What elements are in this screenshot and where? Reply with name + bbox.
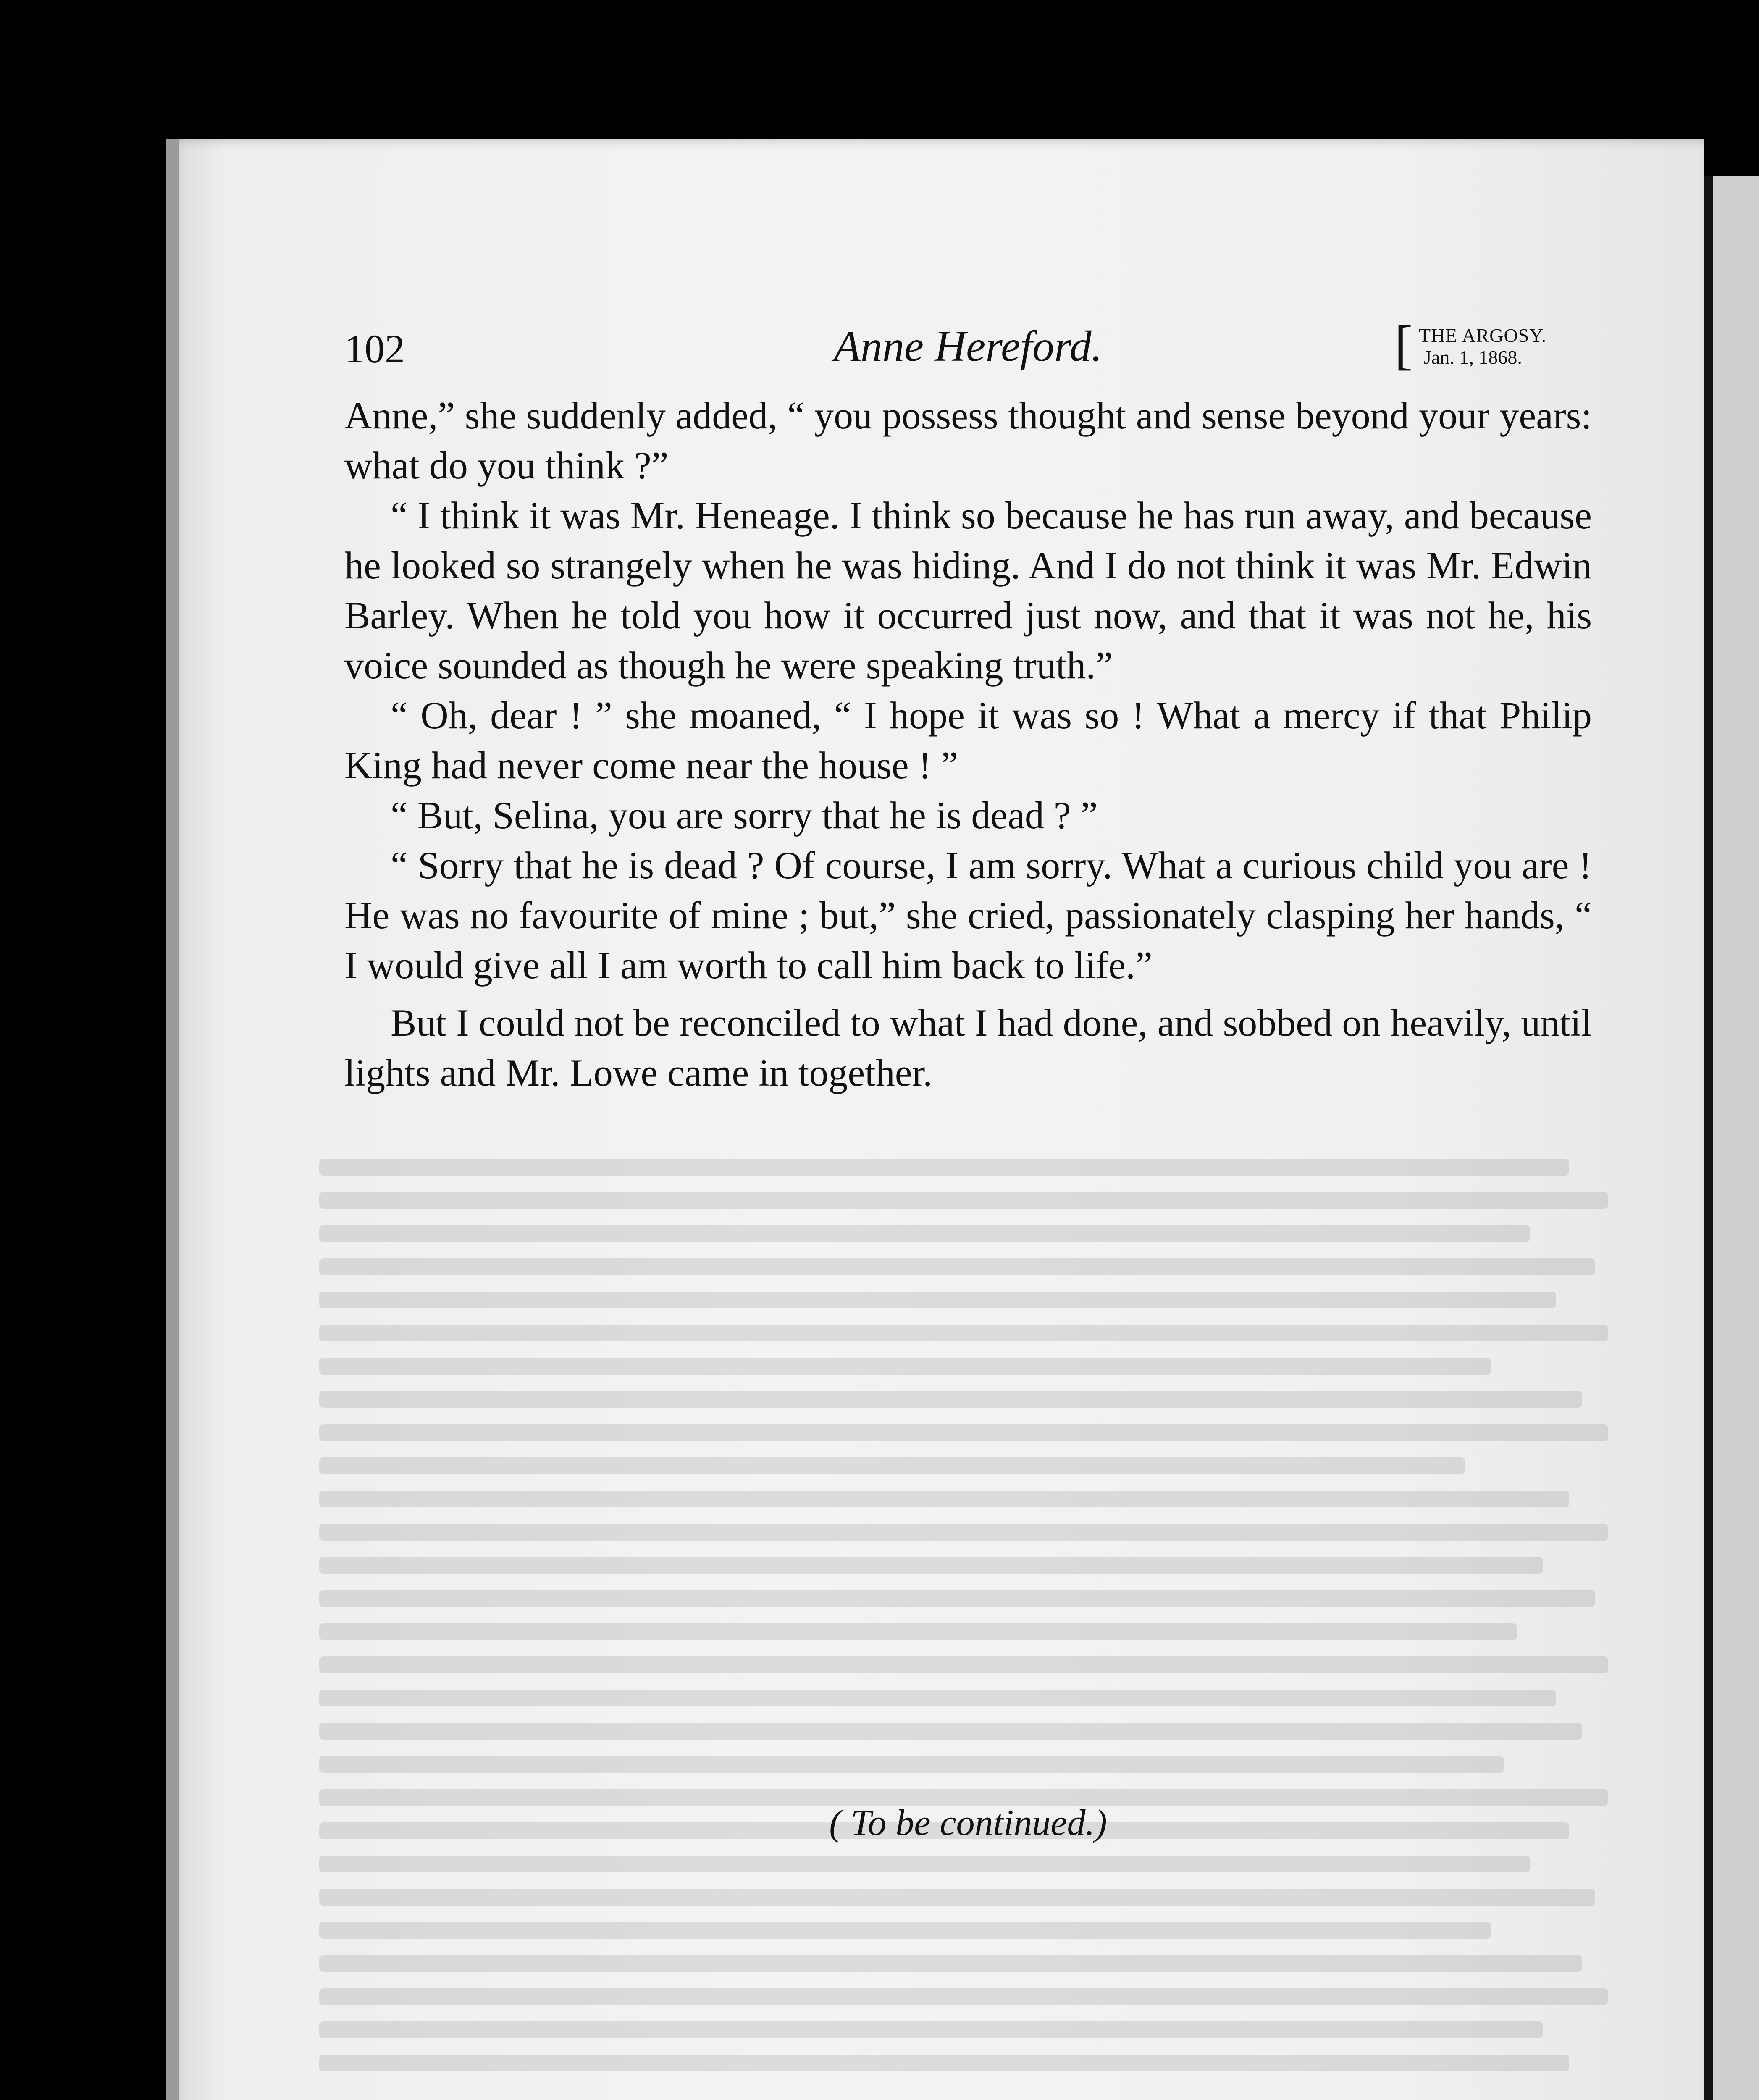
running-head (344, 317, 1592, 376)
body-text (344, 391, 1592, 1098)
continuation-note: ( To be continued.) (829, 1803, 1107, 1843)
paragraph: Anne,” she suddenly added, “ you possess thought and sense beyond your years: what do you think ?” (344, 394, 1592, 487)
page-gutter (166, 139, 179, 2100)
paragraph: But I could not be reconciled to what I had done, and sobbed on heavily, until lights and Mr. Lowe came in together. (344, 1001, 1592, 1094)
periodical-title: THE ARGOSY. (1419, 325, 1547, 346)
paragraph: “ Sorry that he is dead ? Of course, I am sorry. What a curious child you are ! He was no favourite of mine ; but,” she cried, passionately clasping her hands, “ I would give all I am worth to call him back to life.” (344, 844, 1592, 987)
facing-page-edge (1704, 176, 1759, 2100)
issue-date: Jan. 1, 1868. (1424, 346, 1522, 368)
paragraph: “ But, Selina, you are sorry that he is dead ? ” (391, 794, 1098, 837)
running-title: Anne Hereford. (834, 322, 1103, 370)
bracket-glyph: [ (1394, 315, 1413, 375)
periodical-reference (1394, 315, 1592, 375)
paragraph: “ I think it was Mr. Heneage. I think so because he has run away, and because he looked so strangely when he was hiding. And I do not think it was Mr. Edwin Barley. When he told you how it occurred just now, and that it was not he, his voice sounded as though he were speaking truth.” (344, 494, 1592, 687)
bleed-through-text (319, 1142, 1621, 2100)
page-number: 102 (344, 326, 405, 371)
paragraph: “ Oh, dear ! ” she moaned, “ I hope it was so ! What a mercy if that Philip King had never come near the house ! ” (344, 694, 1592, 787)
